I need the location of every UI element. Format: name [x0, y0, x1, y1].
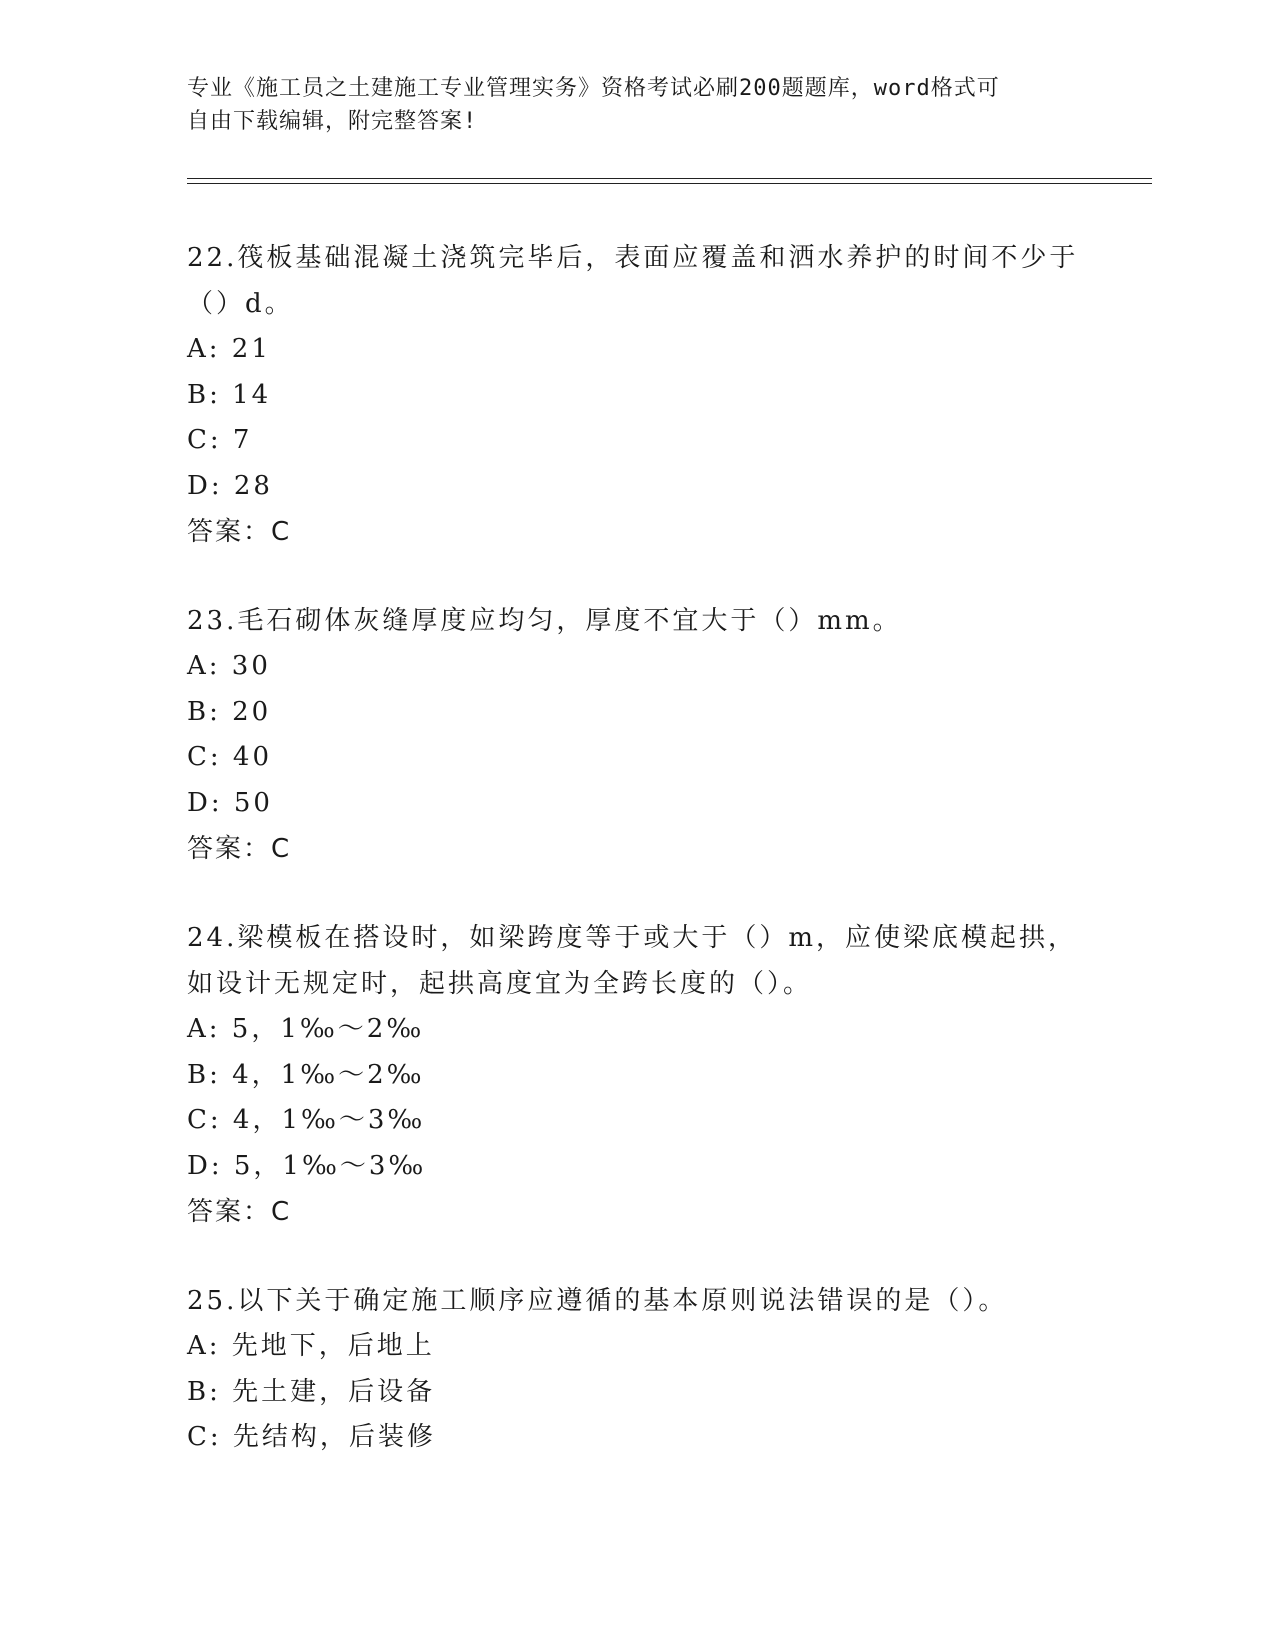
- header-divider-top: [187, 178, 1152, 179]
- question-stem-line: 25.以下关于确定施工顺序应遵循的基本原则说法错误的是（）。: [187, 1286, 1008, 1316]
- option-b: B: 20: [187, 696, 272, 727]
- question-stem-line: 如设计无规定时，起拱高度宜为全跨长度的（）。: [187, 969, 813, 999]
- answer-line: 答案：C: [187, 1197, 292, 1227]
- header-title-line-1: 专业《施工员之土建施工专业管理实务》资格考试必刷200题题库，word格式可: [187, 76, 1000, 101]
- option-d: D: 50: [187, 787, 273, 818]
- question-22: [187, 235, 1087, 555]
- question-stem-line: （）d。: [187, 289, 294, 319]
- answer-line: 答案：C: [187, 834, 292, 864]
- question-25: [187, 1278, 1087, 1461]
- answer-line: 答案：C: [187, 517, 292, 547]
- header-title-line-2: 自由下载编辑，附完整答案!: [187, 109, 478, 134]
- question-stem-line: 24.梁模板在搭设时，如梁跨度等于或大于（）m，应使梁底模起拱，: [187, 923, 1078, 953]
- question-list: [187, 235, 1087, 1461]
- document-header: [187, 72, 1067, 138]
- question-24: [187, 915, 1087, 1235]
- question-23: [187, 598, 1087, 872]
- header-divider-bottom: [187, 183, 1152, 184]
- option-a: A: 21: [187, 334, 271, 364]
- option-d: D: 5，1‰～3‰: [187, 1150, 427, 1181]
- option-a: A: 先地下，后地上: [187, 1331, 435, 1361]
- option-c: C: 先结构，后装修: [187, 1422, 436, 1452]
- question-stem-line: 23.毛石砌体灰缝厚度应均匀，厚度不宜大于（）mm。: [187, 606, 902, 636]
- option-a: A: 30: [187, 651, 271, 681]
- question-stem-line: 22.筏板基础混凝土浇筑完毕后，表面应覆盖和洒水养护的时间不少于: [187, 243, 1079, 273]
- option-d: D: 28: [187, 470, 273, 501]
- option-c: C: 7: [187, 425, 253, 455]
- option-a: A: 5，1‰～2‰: [187, 1014, 425, 1044]
- option-b: B: 14: [187, 379, 272, 410]
- option-b: B: 先土建，后设备: [187, 1376, 436, 1407]
- option-c: C: 40: [187, 742, 273, 772]
- option-b: B: 4，1‰～2‰: [187, 1059, 425, 1090]
- option-c: C: 4，1‰～3‰: [187, 1105, 426, 1135]
